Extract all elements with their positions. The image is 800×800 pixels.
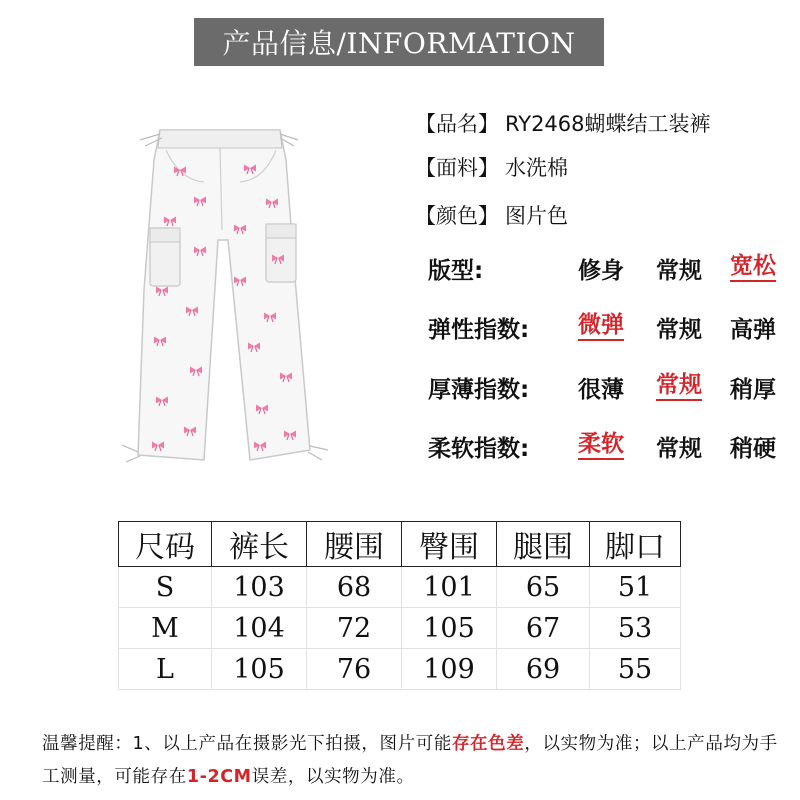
info-color: 【颜色】 图片色 bbox=[415, 204, 568, 228]
info-name: 【品名】 RY2468蝴蝶结工装裤 bbox=[415, 112, 711, 136]
table-cell: 67 bbox=[497, 608, 590, 649]
table-cell: M bbox=[119, 608, 212, 649]
option: 稍硬 bbox=[730, 435, 776, 462]
option: 高弹 bbox=[730, 316, 776, 343]
option-selected: 常规 bbox=[656, 373, 702, 400]
table-cell: 104 bbox=[212, 608, 307, 649]
rating-elasticity: 弹性指数: 微弹 常规 高弹 bbox=[428, 312, 776, 343]
note-highlight: 存在色差 bbox=[451, 734, 525, 754]
header-cell: 腰围 bbox=[307, 522, 402, 567]
option: 修身 bbox=[578, 257, 624, 284]
table-cell: 51 bbox=[590, 567, 681, 608]
header-cell: 腿围 bbox=[497, 522, 590, 567]
table-row bbox=[119, 608, 681, 649]
table-cell: 68 bbox=[307, 567, 402, 608]
table-cell: 65 bbox=[497, 567, 590, 608]
rating-fit: 版型: 修身 常规 宽松 bbox=[428, 253, 776, 284]
table-cell: 109 bbox=[402, 649, 497, 690]
option-selected: 宽松 bbox=[730, 254, 776, 281]
rating-thickness: 厚薄指数: 很薄 常规 稍厚 bbox=[428, 372, 776, 403]
header-cell: 裤长 bbox=[212, 522, 307, 567]
table-cell: L bbox=[119, 649, 212, 690]
banner-title: 产品信息/INFORMATION bbox=[222, 27, 576, 60]
table-cell: 69 bbox=[497, 649, 590, 690]
option: 稍厚 bbox=[730, 376, 776, 403]
section-banner bbox=[194, 18, 604, 66]
table-cell: 103 bbox=[212, 567, 307, 608]
option-selected: 柔软 bbox=[578, 432, 624, 459]
rating-softness: 柔软指数: 柔软 常规 稍硬 bbox=[428, 431, 776, 462]
header-cell: 脚口 bbox=[590, 522, 681, 567]
option-selected: 微弹 bbox=[578, 313, 624, 340]
table-cell: 72 bbox=[307, 608, 402, 649]
size-table-header bbox=[119, 522, 681, 567]
table-cell: 101 bbox=[402, 567, 497, 608]
info-fabric: 【面料】 水洗棉 bbox=[415, 156, 568, 180]
reminder-note: 温馨提醒：1、以上产品在摄影光下拍摄，图片可能存在色差，以实物为准；以上产品均为手工测量，可能存在1-2CM误差，以实物为准。 bbox=[42, 734, 778, 787]
note-highlight: 1-2CM bbox=[186, 767, 252, 787]
size-table bbox=[118, 521, 681, 690]
table-cell: S bbox=[119, 567, 212, 608]
table-row bbox=[119, 567, 681, 608]
header-cell: 臀围 bbox=[402, 522, 497, 567]
table-cell: 76 bbox=[307, 649, 402, 690]
option: 很薄 bbox=[578, 376, 624, 403]
option: 常规 bbox=[656, 257, 702, 284]
table-cell: 105 bbox=[212, 649, 307, 690]
table-cell: 105 bbox=[402, 608, 497, 649]
table-cell: 53 bbox=[590, 608, 681, 649]
table-cell: 55 bbox=[590, 649, 681, 690]
header-cell: 尺码 bbox=[119, 522, 212, 567]
option: 常规 bbox=[656, 435, 702, 462]
option: 常规 bbox=[656, 316, 702, 343]
product-photo bbox=[100, 120, 360, 480]
table-row bbox=[119, 649, 681, 690]
